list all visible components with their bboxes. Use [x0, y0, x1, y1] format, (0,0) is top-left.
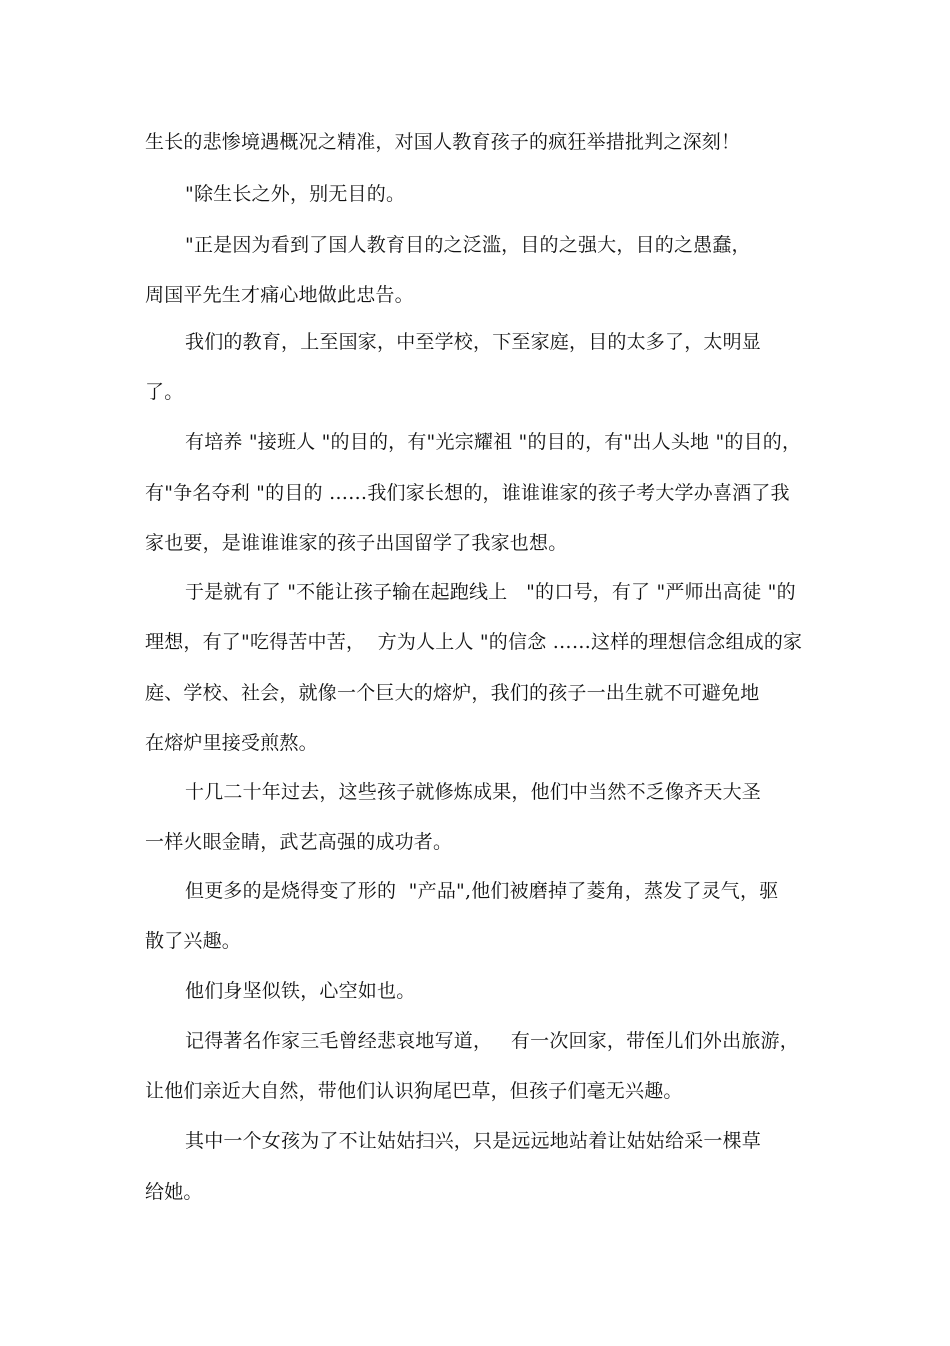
- text-line: 了。: [145, 381, 184, 403]
- text-line: 有"争名夺利 "的目的 ……我们家长想的，谁谁谁家的孩子考大学办喜酒了我: [145, 482, 790, 504]
- text-line: 理想，有了"吃得苦中苦， 方为人上人 "的信念 ……这样的理想信念组成的家: [145, 631, 803, 653]
- text-line: 记得著名作家三毛曾经悲哀地写道， 有一次回家，带侄儿们外出旅游，: [185, 1030, 799, 1052]
- text-line: 一样火眼金睛，武艺高强的成功者。: [145, 831, 453, 853]
- text-line: 其中一个女孩为了不让姑姑扫兴，只是远远地站着让姑姑给采一棵草: [185, 1130, 762, 1152]
- text-line: 于是就有了 "不能让孩子输在起跑线上 "的口号，有了 "严师出高徒 "的: [185, 581, 796, 603]
- text-line: 我们的教育，上至国家，中至学校，下至家庭，目的太多了，太明显: [185, 331, 762, 353]
- text-line: 家也要，是谁谁谁家的孩子出国留学了我家也想。: [145, 532, 568, 554]
- text-line: 周国平先生才痛心地做此忠告。: [145, 284, 414, 306]
- text-line: 散了兴趣。: [145, 930, 242, 952]
- text-line: 给她。: [145, 1181, 203, 1203]
- text-line: 生长的悲惨境遇概况之精准，对国人教育孩子的疯狂举措批判之深刻！: [145, 131, 741, 153]
- text-line: 但更多的是烧得变了形的 "产品",他们被磨掉了菱角，蒸发了灵气，驱: [185, 880, 779, 902]
- text-line: 在熔炉里接受煎熬。: [145, 732, 318, 754]
- text-line: 十几二十年过去，这些孩子就修炼成果，他们中当然不乏像齐天大圣: [185, 781, 762, 803]
- text-line: 让他们亲近大自然，带他们认识狗尾巴草，但孩子们毫无兴趣。: [145, 1080, 683, 1102]
- text-line: 庭、学校、社会，就像一个巨大的熔炉，我们的孩子一出生就不可避免地: [145, 682, 760, 704]
- text-line: 有培养 "接班人 "的目的，有"光宗耀祖 "的目的，有"出人头地 "的目的，: [185, 431, 802, 453]
- text-line: "正是因为看到了国人教育目的之泛滥，目的之强大，目的之愚蠢，: [185, 234, 751, 256]
- text-line: 他们身坚似铁，心空如也。: [185, 980, 416, 1002]
- text-line: "除生长之外，别无目的。: [185, 183, 406, 205]
